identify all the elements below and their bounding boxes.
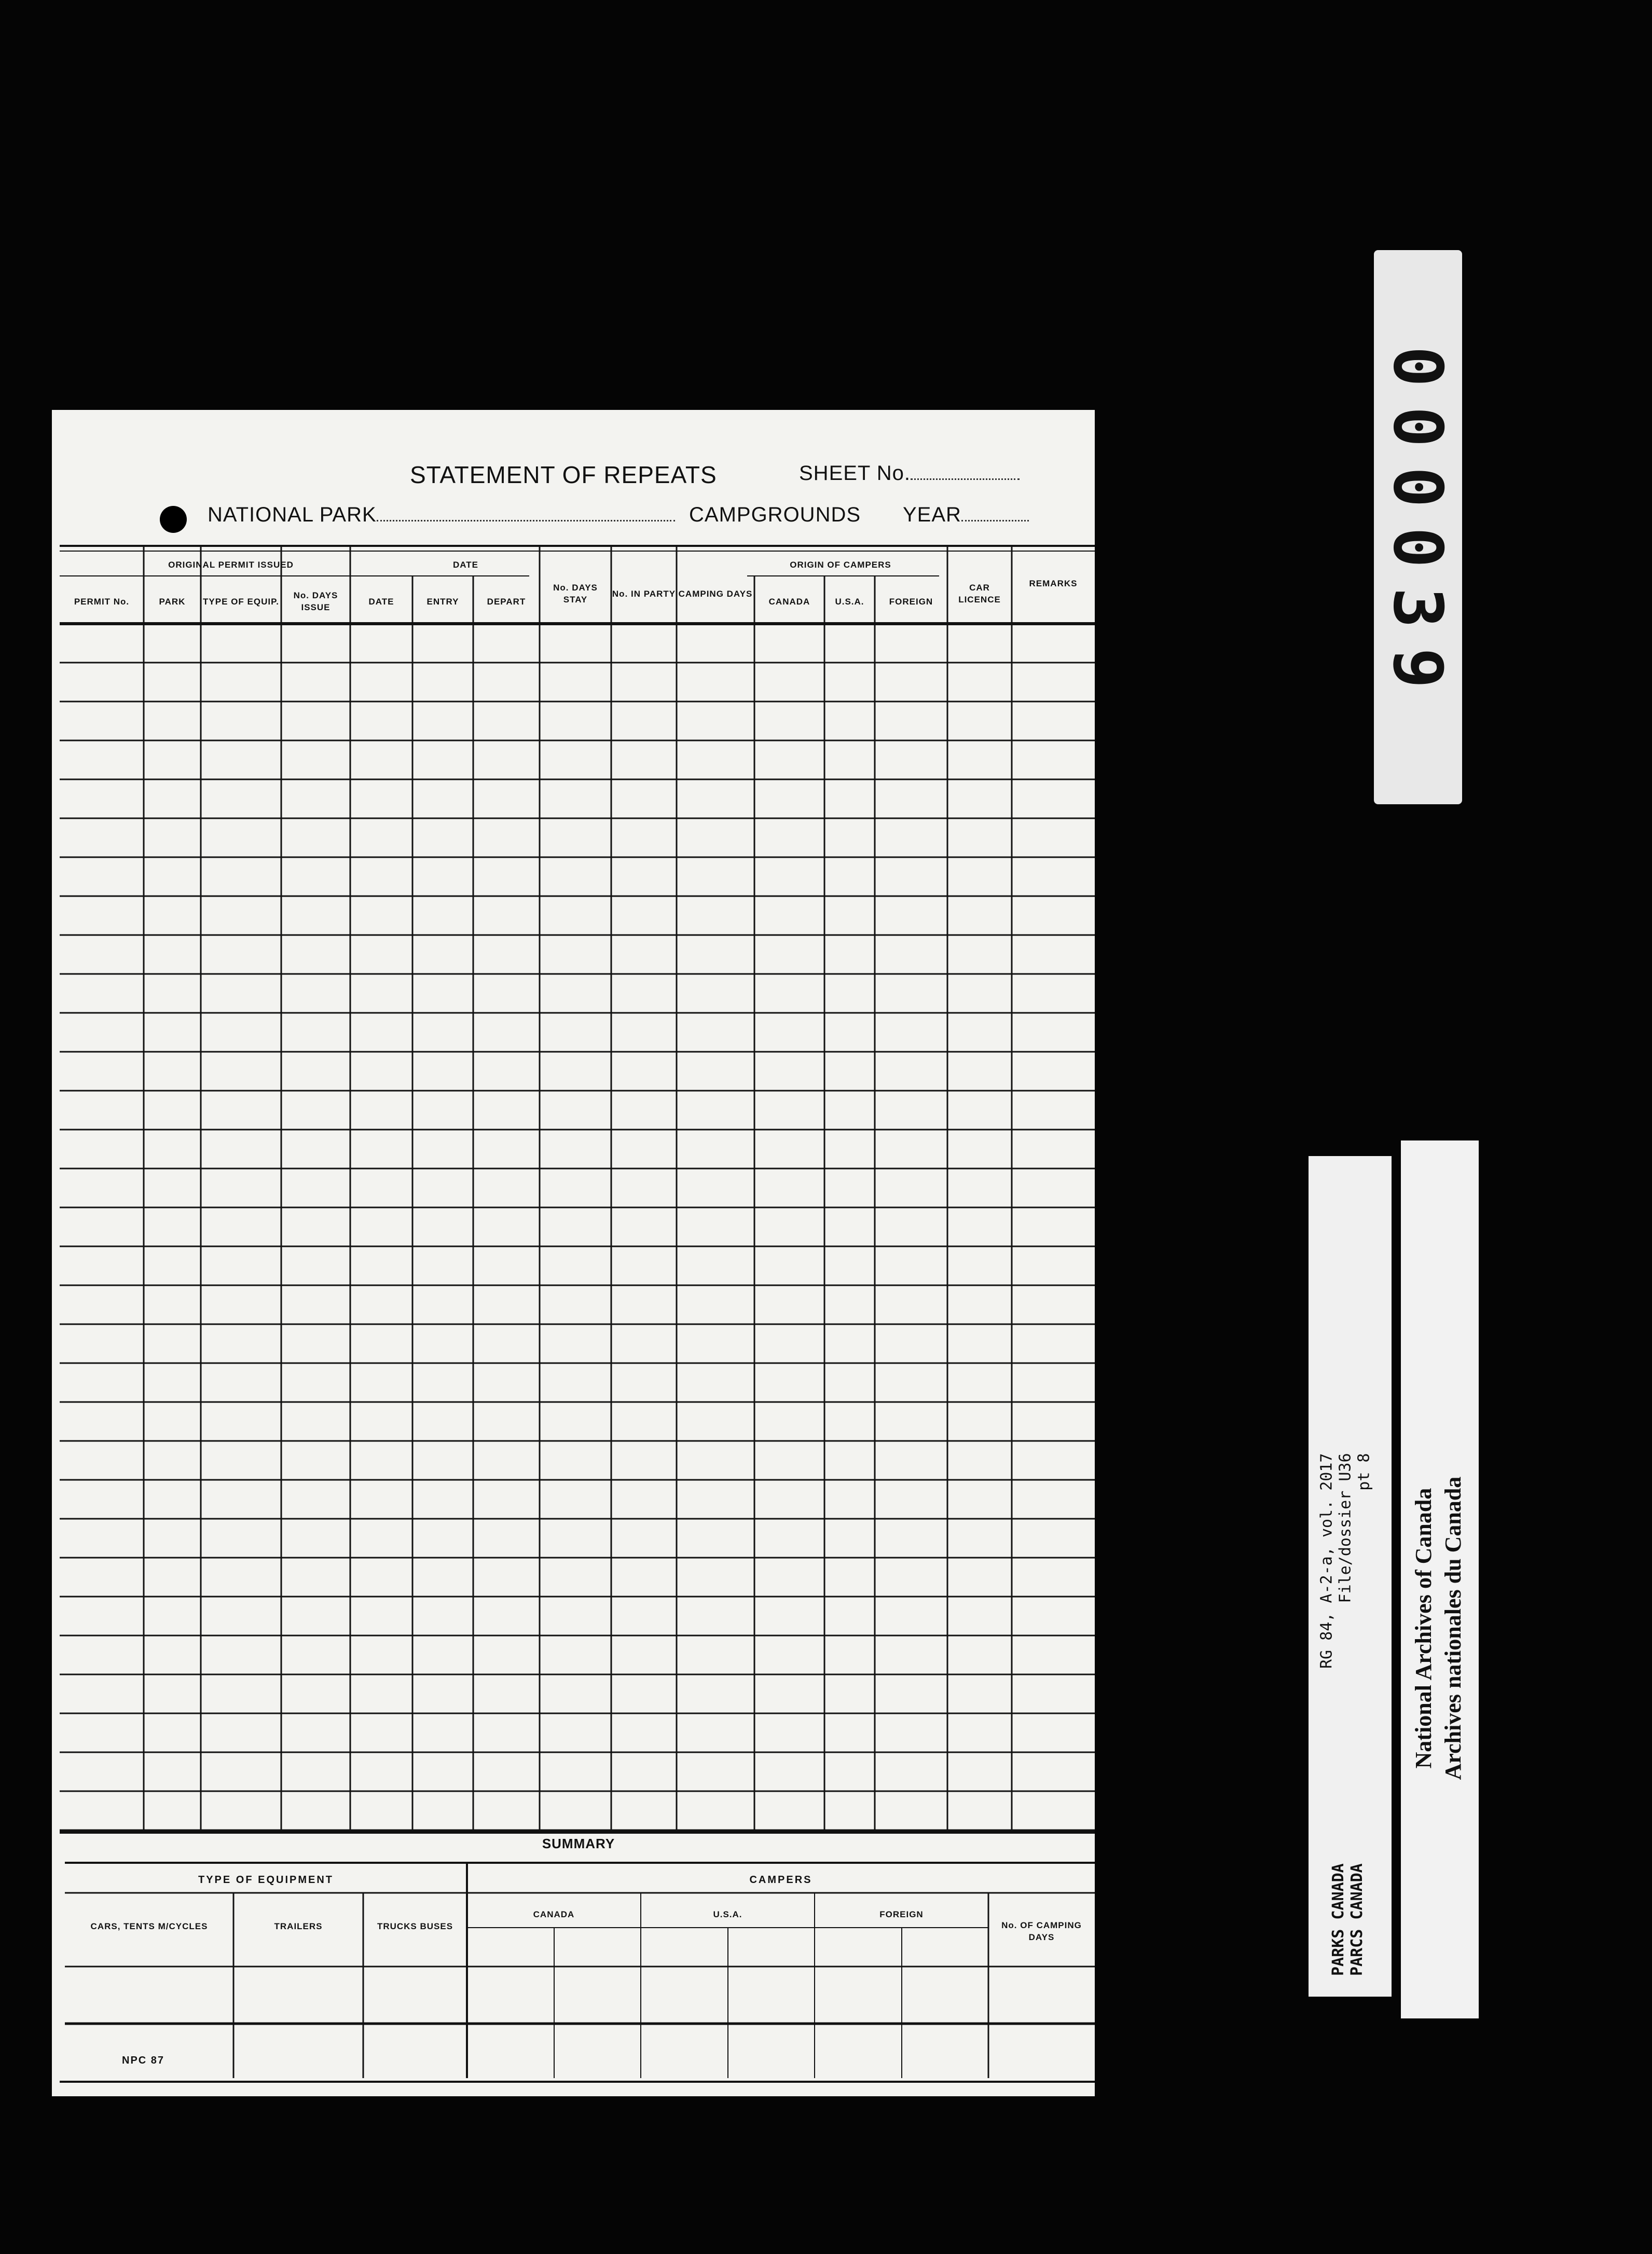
col-no-in-party: No. IN PARTY [612,588,676,599]
archives-label [1401,1140,1479,2018]
archives-text: National Archives of Canada Archives nationales du Canada [1411,1476,1466,1780]
type-of-equipment-header: TYPE OF EQUIPMENT [198,1874,334,1886]
col-usa: U.S.A. [835,596,864,607]
col-depart: DEPART [487,596,526,607]
sheet-number-label: SHEET No. [799,462,911,485]
col-canada: CANADA [768,596,810,607]
year-field [903,503,1029,527]
sum-col-cars-tents: CARS, TENTS M/CYCLES [90,1921,208,1931]
statement-of-repeats-form [52,410,1095,2096]
sum-col-canada: CANADA [533,1909,575,1919]
col-camping-days: CAMPING DAYS [678,588,753,599]
date-group-header: DATE [452,559,478,570]
sum-col-trailers: TRAILERS [274,1921,323,1931]
form-title: STATEMENT OF REPEATS [410,461,717,488]
col-car-licence: CAR LICENCE [958,583,1001,604]
reference-text: RG 84, A-2-a, vol. 2017 File/dossier U36 pt 8 [1317,1453,1373,1669]
sum-col-usa: U.S.A. [713,1909,742,1919]
form-code: NPC 87 [122,2055,165,2066]
sum-col-foreign: FOREIGN [879,1909,924,1919]
col-type-of-equip: TYPE OF EQUIP. [203,596,279,607]
col-days-issue: No. DAYS ISSUE [293,590,338,612]
sum-col-trucks-buses: TRUCKS BUSES [377,1921,453,1931]
col-permit-no: PERMIT No. [74,596,130,607]
sheet-number-field [799,462,1020,485]
frame-number-stamp [1374,250,1462,804]
frame-number: 000039 [1379,346,1458,708]
col-days-stay: No. DAYS STAY [553,583,598,604]
parks-canada-text: PARKS CANADA PARCS CANADA [1329,1863,1366,1976]
col-entry: ENTRY [426,596,459,607]
original-permit-header: ORIGINAL PERMIT ISSUED [168,559,294,570]
reference-label [1309,1156,1392,1997]
col-date: DATE [368,596,394,607]
origin-of-campers-header: ORIGIN OF CAMPERS [790,559,891,570]
campers-header: CAMPERS [749,1874,813,1886]
col-foreign: FOREIGN [889,596,933,607]
national-park-field [208,503,675,527]
national-park-label: NATIONAL PARK [208,503,377,526]
year-label: YEAR [903,503,961,526]
col-park: PARK [159,596,186,607]
col-remarks: REMARKS [1029,578,1078,588]
sum-col-camping-days: No. OF CAMPING DAYS [1001,1920,1082,1942]
campgrounds-label: CAMPGROUNDS [689,503,861,526]
summary-title: SUMMARY [542,1836,615,1852]
punch-hole [160,506,187,533]
